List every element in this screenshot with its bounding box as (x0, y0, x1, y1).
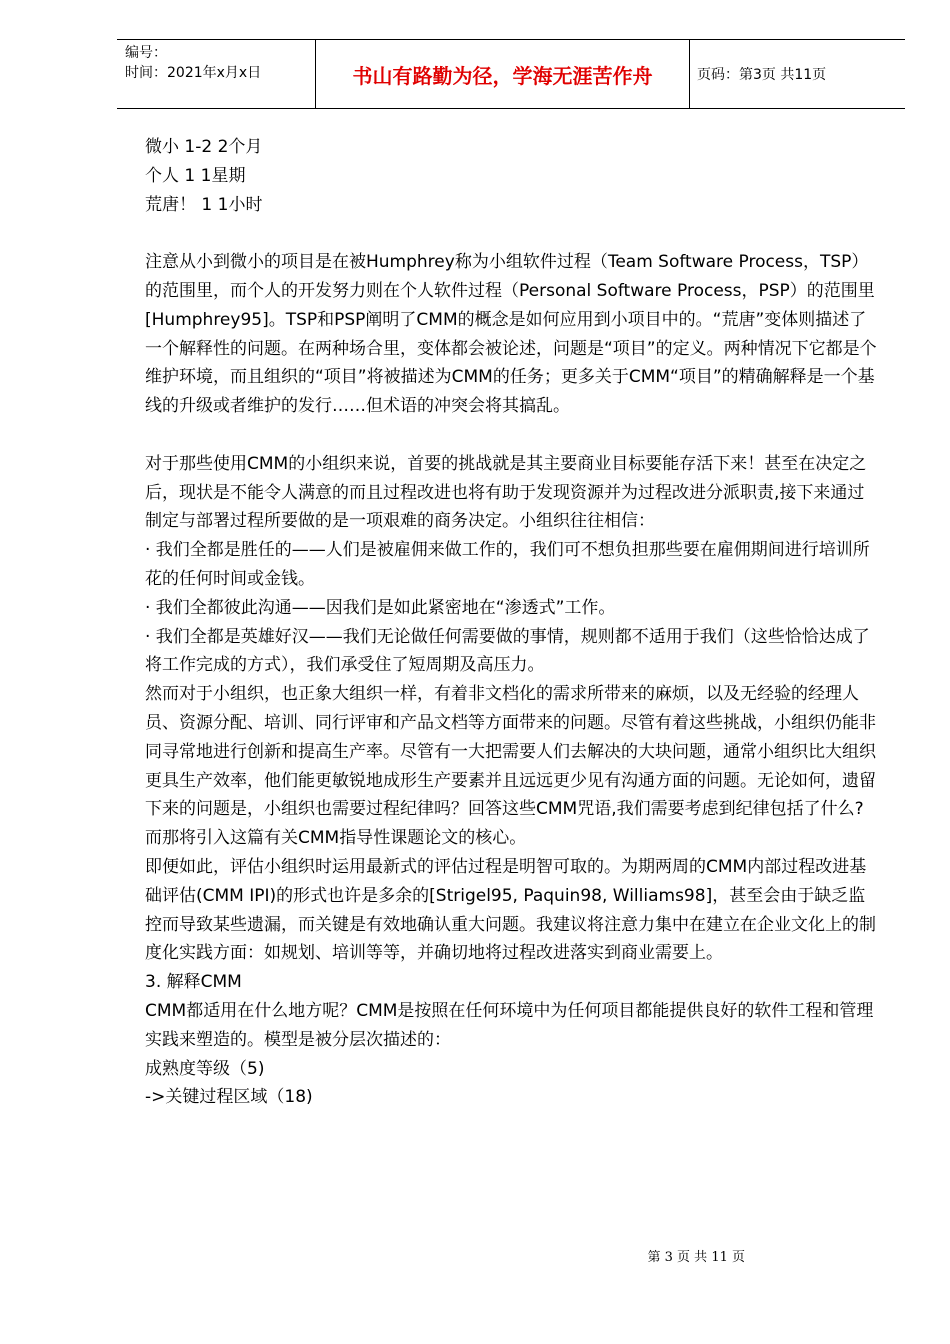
document-body (145, 133, 880, 1112)
paragraph: 即便如此，评估小组织时运用最新式的评估过程是明智可取的。为期两周的CMM内部过程改进基础评估(CMM IPI)的形式也许是多余的[Strigel95, Paquin98, Williams98]，甚至会由于缺乏监控而导致某些遗漏，而关键是有效地确认重大问题。我建议将注意力集中在建立在企业文化上的制度化实践方面：如规划、培训等等，并确切地将过程改进落实到商业需要上。 (145, 856, 876, 964)
bullet-item: · 我们全都彼此沟通——因我们是如此紧密地在“渗透式”工作。 (145, 597, 616, 618)
paragraph: 然而对于小组织，也正象大组织一样，有着非文档化的需求所带来的麻烦，以及无经验的经理人员、资源分配、培训、同行评审和产品文档等方面带来的问题。尽管有着这些挑战，小组织仍能非同寻常地进行创新和提高生产率。尽管有一大把需要人们去解决的大块问题，通常小组织比大组织更具生产效率，他们能更敏锐地成形生产要素并且远远更少见有沟通方面的问题。无论如何，遗留下来的问题是，小组织也需要过程纪律吗？回答这些CMM咒语,我们需要考虑到纪律包括了什么? 而那将引入这篇有关CMM指导性课题论文的核心。 (145, 684, 876, 849)
header-meta (125, 43, 315, 83)
section-heading: 3. 解释CMM (145, 972, 242, 993)
document-number-label: 编号： (125, 45, 167, 61)
paragraph: CMM都适用在什么地方呢？CMM是按照在任何环境中为任何项目都能提供良好的软件工程和管理实践来塑造的。模型是被分层次描述的： (145, 1000, 874, 1050)
header-divider (689, 40, 690, 108)
document-time-label: 时间：2021年x月x日 (125, 65, 262, 81)
paragraph: 对于那些使用CMM的小组织来说，首要的挑战就是其主要商业目标要能存活下来！甚至在决定之后，现状是不能令人满意的而且过程改进也将有助于发现资源并为过程改进分派职责,接下来通过制定与部署过程所要做的是一项艰难的商务决定。小组织往往相信： (145, 453, 867, 532)
page-header (117, 39, 905, 109)
text-line: 微小 1-2 2个月 (145, 137, 263, 157)
text-line: ->关键过程区域（18) (145, 1087, 313, 1108)
header-page-number: 页码：第3页 共11页 (697, 67, 827, 83)
text-line: 个人 1 1星期 (145, 165, 246, 186)
footer-page-number: 第 3 页 共 11 页 (647, 1250, 745, 1265)
bullet-item: · 我们全都是英雄好汉——我们无论做任何需要做的事情，规则都不适用于我们（这些恰恰达成了将工作完成的方式），我们承受住了短周期及高压力。 (145, 626, 870, 676)
bullet-item: · 我们全都是胜任的——人们是被雇佣来做工作的，我们可不想负担那些要在雇佣期间进行培训所花的任何时间或金钱。 (145, 540, 870, 589)
paragraph: 注意从小到微小的项目是在被Humphrey称为小组软件过程（Team Software Process，TSP）的范围里，而个人的开发努力则在个人软件过程（Personal Software Process，PSP）的范围里[Humphrey95]。TSP和PSP阐明了CMM的概念是如何应用到小项目中的。“荒唐”变体则描述了一个解释性的问题。在两种场合里，变体都会被论述，问题是“项目”的定义。两种情况下它都是个维护环境，而且组织的“项目”将被描述为CMM的任务；更多关于CMM“项目”的精确解释是一个基线的升级或者维护的发行……但术语的冲突会将其搞乱。 (145, 252, 877, 417)
page-footer (0, 1246, 950, 1265)
text-line: 荒唐！ 1 1小时 (145, 194, 263, 215)
text-line: 成熟度等级（5) (145, 1058, 265, 1079)
header-motto: 书山有路勤为径，学海无涯苦作舟 (352, 63, 653, 88)
